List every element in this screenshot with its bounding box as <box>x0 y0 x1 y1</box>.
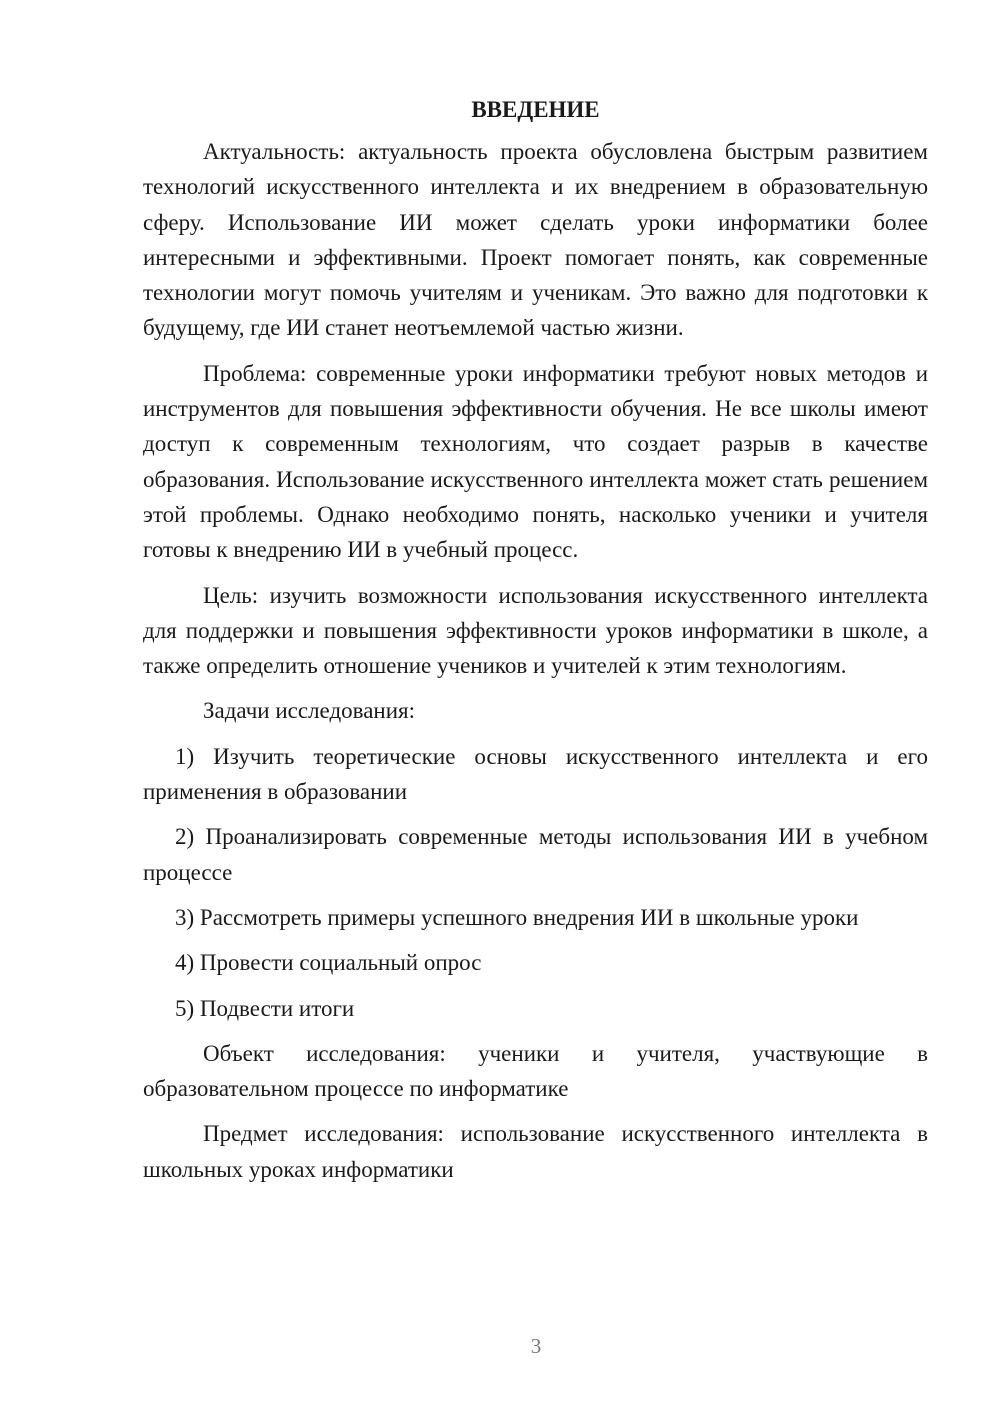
task-item: 5) Подвести итоги <box>175 995 355 1021</box>
subject-paragraph: Предмет исследования: использование искусственного интеллекта в школьных уроках информатики <box>143 1121 928 1182</box>
task-item: 1) Изучить теоретические основы искусственного интеллекта и его применения в образовании <box>143 743 928 805</box>
page-number: 3 <box>530 1334 542 1358</box>
tasks-heading: Задачи исследования: <box>203 698 416 724</box>
object-paragraph: Объект исследования: ученики и учителя, участвующие в образовательном процессе по информатике <box>143 1040 928 1102</box>
task-item: 3) Рассмотреть примеры успешного внедрения ИИ в школьные уроки <box>175 904 859 930</box>
document-page <box>143 92 928 1187</box>
goal-paragraph: Цель: изучить возможности использования искусственного интеллекта для поддержки и повышения эффективности уроков информатики в школе, а также определить отношение учеников и учителей к этим технологиям. <box>143 582 928 679</box>
task-item: 4) Провести социальный опрос <box>175 950 482 976</box>
section-title: ВВЕДЕНИЕ <box>471 97 600 122</box>
relevance-paragraph: Актуальность: актуальность проекта обусловлена быстрым развитием технологий искусственного интеллекта и их внедрением в образовательную сферу. Использование ИИ может сделать уроки информатики более интересными и эффективными. Проект помогает понять, как современные технологии могут помочь учителям и ученикам. Это важно для подготовки к будущему, где ИИ станет неотъемлемой частью жизни. <box>143 139 928 341</box>
problem-paragraph: Проблема: современные уроки информатики требуют новых методов и инструментов для повышения эффективности обучения. Не все школы имеют доступ к современным технологиям, что создает разрыв в качестве образования. Использование искусственного интеллекта может стать решением этой проблемы. Однако необходимо понять, насколько ученики и учителя готовы к внедрению ИИ в учебный процесс. <box>143 360 928 563</box>
tasks-list <box>143 739 928 1026</box>
task-item: 2) Проанализировать современные методы использования ИИ в учебном процессе <box>143 824 928 885</box>
